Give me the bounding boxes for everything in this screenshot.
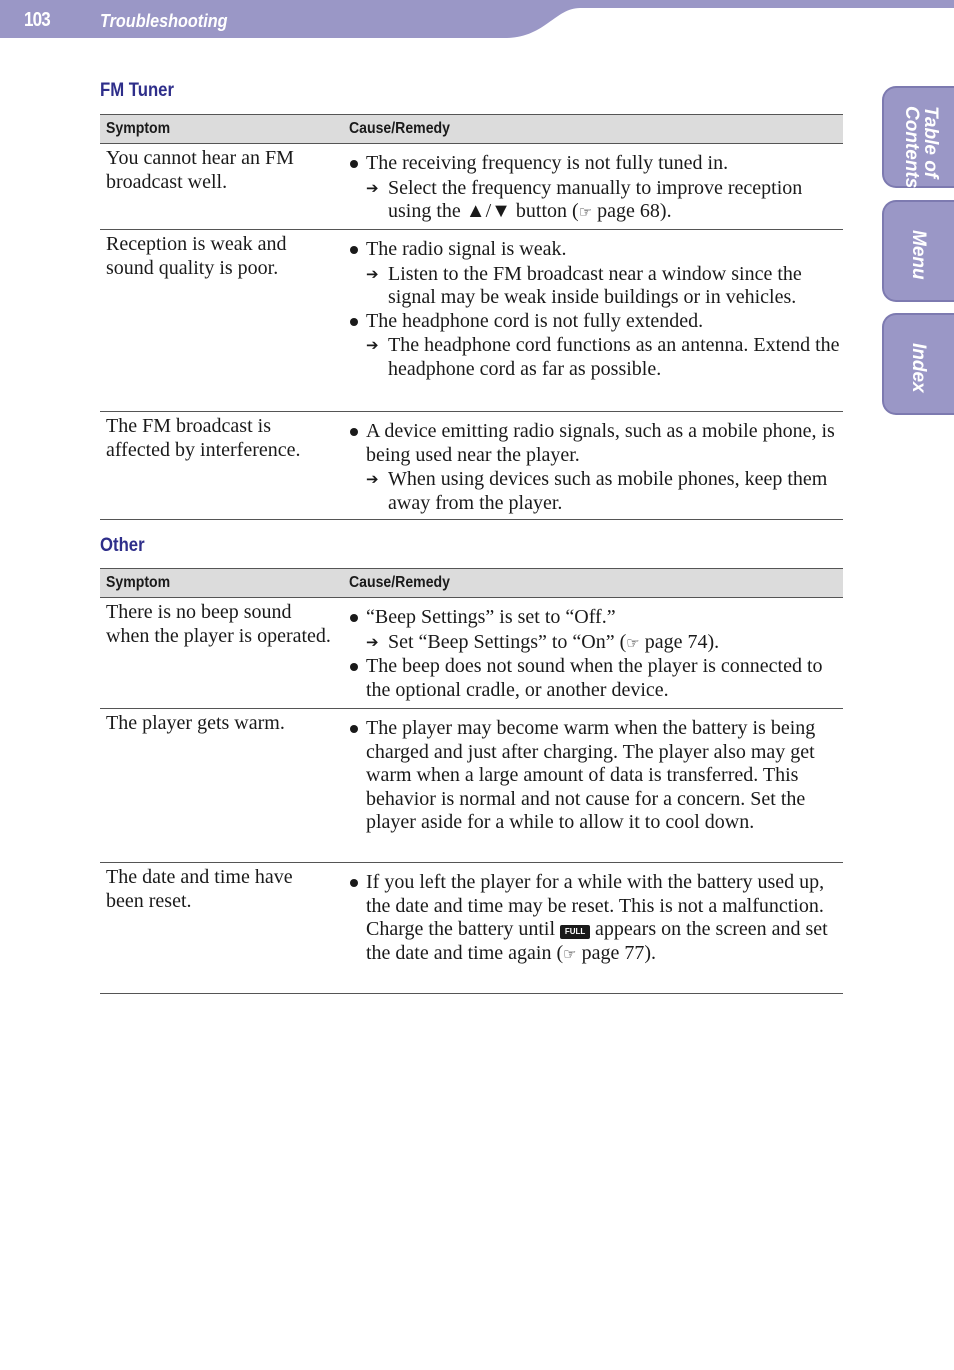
- column-header-symptom: Symptom: [106, 120, 171, 137]
- cause-text: “Beep Settings” is set to “Off.”: [366, 606, 616, 628]
- arrow-right-icon: ➔: [366, 264, 379, 283]
- remedy-item: [348, 177, 840, 225]
- bullet-icon: [350, 725, 358, 733]
- section-name: Troubleshooting: [100, 11, 228, 31]
- cause-list: [348, 871, 840, 966]
- section-title-fm-tuner: FM Tuner: [100, 80, 175, 101]
- cause-text: A device emitting radio signals, such as a mobile phone, is being used near the player.: [366, 420, 835, 466]
- tab-table-of-contents[interactable]: [882, 86, 954, 188]
- cause-text: The beep does not sound when the player is connected to the optional cradle, or another device.: [366, 655, 823, 701]
- bullet-icon: [350, 160, 358, 168]
- reference-hand-icon: ☞: [563, 944, 577, 963]
- cause-item: [348, 420, 840, 467]
- cause-item: [348, 717, 840, 835]
- remedy-text: Set “Beep Settings” to “On” (: [388, 630, 627, 653]
- symptom-text: There is no beep sound when the player is operated.: [106, 601, 331, 647]
- bullet-icon: [350, 614, 358, 622]
- cause-list: [348, 152, 840, 225]
- remedy-text: Select the frequency manually to improve reception using the ▲/▼ button (: [388, 176, 803, 222]
- cause-text: The receiving frequency is not fully tuned in.: [366, 152, 729, 174]
- bullet-icon: [350, 318, 358, 326]
- arrow-right-icon: ➔: [366, 336, 379, 354]
- column-header-cause: Cause/Remedy: [349, 120, 450, 137]
- cause-list: [348, 717, 840, 835]
- cause-text-continued: appears on the screen and set the date and time again (: [366, 918, 828, 964]
- cause-text: If you left the player for a while with the battery used up, the date and time may be reset. This is not a malfunction. Charge the battery until: [366, 871, 825, 940]
- reference-hand-icon: ☞: [626, 633, 640, 652]
- table-row: [100, 598, 843, 709]
- fm-tuner-table: [100, 114, 843, 520]
- cause-item: [348, 606, 840, 630]
- section-title-other: Other: [100, 535, 145, 556]
- table-row: [100, 230, 843, 412]
- symptom-text: The player gets warm.: [106, 712, 285, 734]
- tab-table-of-contents-label: Table of Contents: [901, 106, 941, 189]
- table-header: [100, 568, 843, 598]
- symptom-text: You cannot hear an FM broadcast well.: [106, 147, 294, 193]
- cause-list: [348, 420, 840, 515]
- bullet-icon: [350, 246, 358, 254]
- cause-list: [348, 238, 840, 381]
- remedy-item: [348, 263, 840, 310]
- symptom-text: The date and time have been reset.: [106, 866, 293, 912]
- battery-full-icon: FULL: [560, 925, 590, 939]
- symptom-text: The FM broadcast is affected by interference.: [106, 415, 301, 461]
- table-row: [100, 412, 843, 520]
- cause-item: [348, 238, 840, 262]
- symptom-text: Reception is weak and sound quality is poor.: [106, 233, 287, 279]
- page-number: 103: [24, 9, 50, 31]
- bullet-icon: [350, 428, 358, 436]
- remedy-item: [348, 631, 840, 656]
- arrow-right-icon: ➔: [366, 632, 379, 651]
- column-header-cause: Cause/Remedy: [349, 574, 450, 591]
- tab-menu[interactable]: [882, 200, 954, 302]
- table-row: [100, 863, 843, 994]
- page-reference: page 68).: [592, 200, 672, 222]
- remedy-text: When using devices such as mobile phones, keep them away from the player.: [388, 468, 828, 514]
- bullet-icon: [350, 663, 358, 671]
- cause-item: [348, 655, 840, 702]
- remedy-item: [348, 468, 840, 515]
- arrow-right-icon: ➔: [366, 470, 379, 488]
- table-row: [100, 144, 843, 230]
- table-row: [100, 709, 843, 863]
- cause-text: The radio signal is weak.: [366, 238, 567, 260]
- tab-index-label: Index: [908, 343, 929, 393]
- other-table: [100, 568, 843, 994]
- tab-index[interactable]: [882, 313, 954, 415]
- column-header-symptom: Symptom: [106, 574, 171, 591]
- tab-menu-label: Menu: [908, 230, 929, 280]
- remedy-text: Listen to the FM broadcast near a window since the signal may be weak inside buildings or in vehicles.: [388, 262, 802, 308]
- cause-item: [348, 871, 840, 966]
- page-header: [0, 0, 954, 40]
- reference-hand-icon: ☞: [578, 203, 593, 221]
- table-header: [100, 114, 843, 144]
- cause-list: [348, 606, 840, 702]
- bullet-icon: [350, 879, 358, 887]
- cause-text: The player may become warm when the battery is being charged and just after charging. The player also may get warm when a large amount of data is transferred. This behavior is normal and not cause for a concern. Set the player aside for a while to allow it to cool down.: [366, 717, 816, 833]
- remedy-text: The headphone cord functions as an antenna. Extend the headphone cord as far as possible.: [388, 334, 840, 380]
- page-reference: page 77).: [576, 941, 657, 964]
- page-reference: page 74).: [639, 630, 720, 653]
- cause-item: [348, 152, 840, 176]
- remedy-item: [348, 334, 840, 381]
- cause-text: The headphone cord is not fully extended.: [366, 309, 704, 332]
- arrow-right-icon: ➔: [366, 178, 379, 197]
- cause-item: [348, 310, 840, 334]
